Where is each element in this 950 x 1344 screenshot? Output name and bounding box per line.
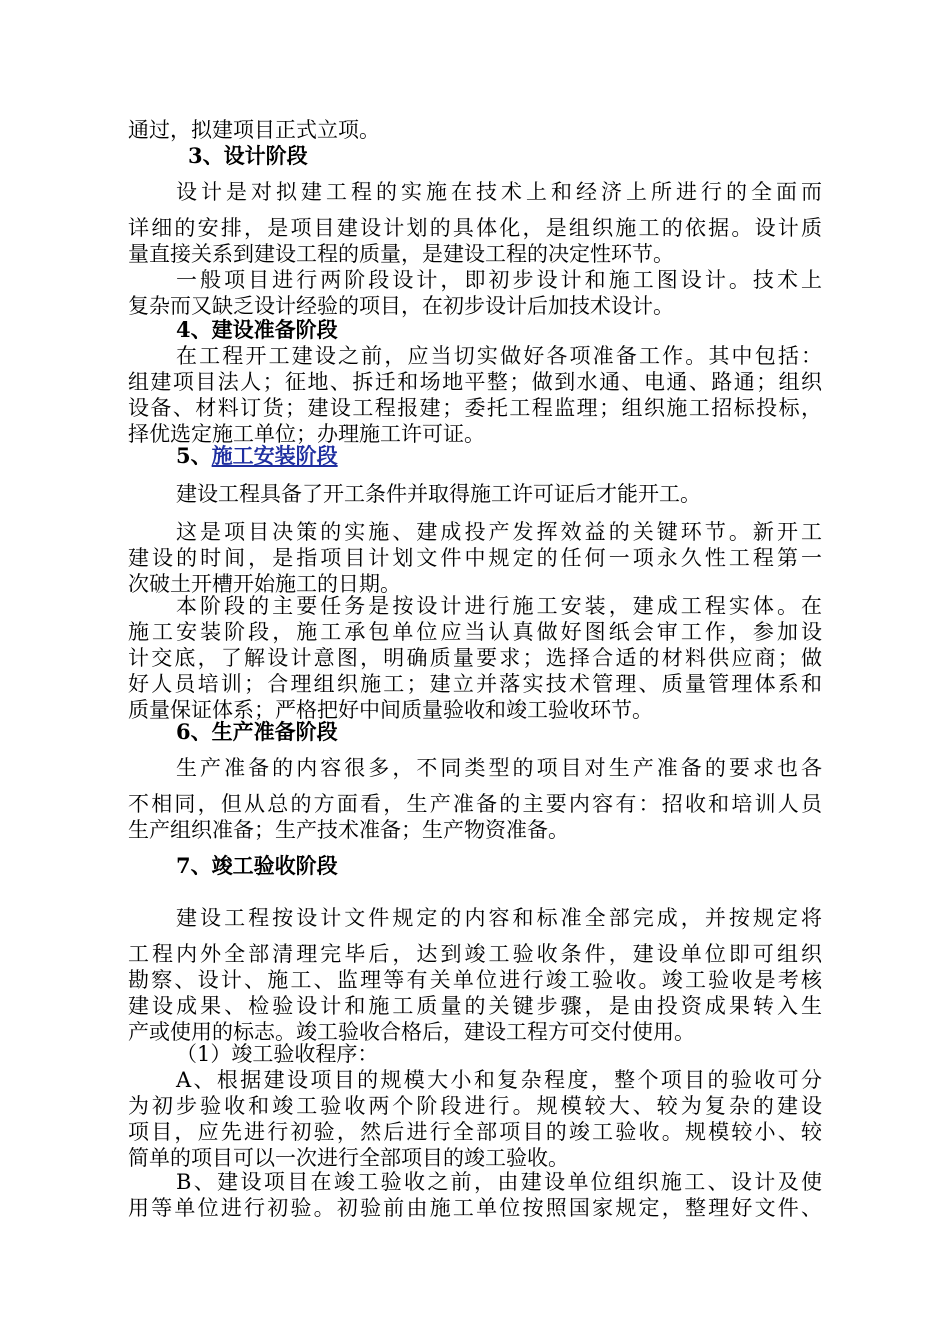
paragraph-line: 工程内外全部清理完毕后，达到竣工验收条件，建设单位即可组织 xyxy=(128,942,822,966)
section-heading-construction xyxy=(176,443,822,469)
paragraph-line: 次破土开槽开始施工的日期。 xyxy=(128,572,401,596)
paragraph-line: 项目，应先进行初验，然后进行全部项目的竣工验收。规模较小、较 xyxy=(128,1120,822,1144)
paragraph-line: A、根据建设项目的规模大小和复杂程度，整个项目的验收可分 xyxy=(176,1068,822,1092)
paragraph-line: 勘察、设计、施工、监理等有关单位进行竣工验收。竣工验收是考核 xyxy=(128,968,822,992)
paragraph-line: 不相同，但从总的方面看，生产准备的主要内容有：招收和培训人员 xyxy=(128,792,822,816)
paragraph-line: 生产准备的内容很多，不同类型的项目对生产准备的要求也各 xyxy=(176,756,822,780)
paragraph-line: 择优选定施工单位；办理施工许可证。 xyxy=(128,422,485,446)
paragraph-line: 详细的安排，是项目建设计划的具体化，是组织施工的依据。设计质 xyxy=(128,216,822,240)
paragraph-line: 一般项目进行两阶段设计，即初步设计和施工图设计。技术上 xyxy=(176,268,822,292)
paragraph-line: 简单的项目可以一次进行全部项目的竣工验收。 xyxy=(128,1146,569,1170)
paragraph-line: 这是项目决策的实施、建成投产发挥效益的关键环节。新开工 xyxy=(176,520,822,544)
paragraph-line: 设计是对拟建工程的实施在技术上和经济上所进行的全面而 xyxy=(176,180,822,204)
paragraph-line: 生产组织准备；生产技术准备；生产物资准备。 xyxy=(128,818,569,842)
paragraph-line: B、建设项目在竣工验收之前，由建设单位组织施工、设计及使 xyxy=(176,1170,822,1194)
paragraph-line: 产或使用的标志。竣工验收合格后，建设工程方可交付使用。 xyxy=(128,1020,695,1044)
section-heading-production: 6、生产准备阶段 xyxy=(176,719,338,744)
paragraph-line: 质量保证体系；严格把好中间质量验收和竣工验收环节。 xyxy=(128,698,653,722)
paragraph-line: 本阶段的主要任务是按设计进行施工安装，建成工程实体。在 xyxy=(176,594,822,618)
paragraph-line: 为初步验收和竣工验收两个阶段进行。规模较大、较为复杂的建设 xyxy=(128,1094,822,1118)
paragraph-line: 计交底，了解设计意图，明确质量要求；选择合适的材料供应商；做 xyxy=(128,646,822,670)
section-heading-design: 3、设计阶段 xyxy=(188,143,308,168)
section-number: 5、 xyxy=(176,443,212,468)
paragraph-line: 量直接关系到建设工程的质量，是建设工程的决定性环节。 xyxy=(128,242,674,266)
paragraph-line: 通过，拟建项目正式立项。 xyxy=(128,118,380,142)
paragraph-line: 用等单位进行初验。初验前由施工单位按照国家规定，整理好文件、 xyxy=(128,1196,822,1220)
paragraph-line: 施工安装阶段，施工承包单位应当认真做好图纸会审工作，参加设 xyxy=(128,620,822,644)
paragraph-line: 建设工程按设计文件规定的内容和标准全部完成，并按规定将 xyxy=(176,906,822,930)
section-heading-acceptance: 7、竣工验收阶段 xyxy=(176,853,338,878)
paragraph-line: 建设的时间，是指项目计划文件中规定的任何一项永久性工程第一 xyxy=(128,546,822,570)
paragraph-line: 设备、材料订货；建设工程报建；委托工程监理；组织施工招标投标， xyxy=(128,396,822,420)
construction-stage-link[interactable]: 施工安装阶段 xyxy=(211,443,338,468)
subsection-heading: （1）竣工验收程序： xyxy=(176,1042,379,1066)
paragraph-line: 在工程开工建设之前，应当切实做好各项准备工作。其中包括： xyxy=(176,344,822,368)
section-heading-preparation: 4、建设准备阶段 xyxy=(176,317,338,342)
paragraph-line: 复杂而又缺乏设计经验的项目，在初步设计后加技术设计。 xyxy=(128,294,674,318)
paragraph-line: 建设工程具备了开工条件并取得施工许可证后才能开工。 xyxy=(176,482,701,506)
paragraph-line: 好人员培训；合理组织施工；建立并落实技术管理、质量管理体系和 xyxy=(128,672,822,696)
paragraph-line: 建设成果、检验设计和施工质量的关键步骤，是由投资成果转入生 xyxy=(128,994,822,1018)
paragraph-line: 组建项目法人；征地、拆迁和场地平整；做到水通、电通、路通；组织 xyxy=(128,370,822,394)
